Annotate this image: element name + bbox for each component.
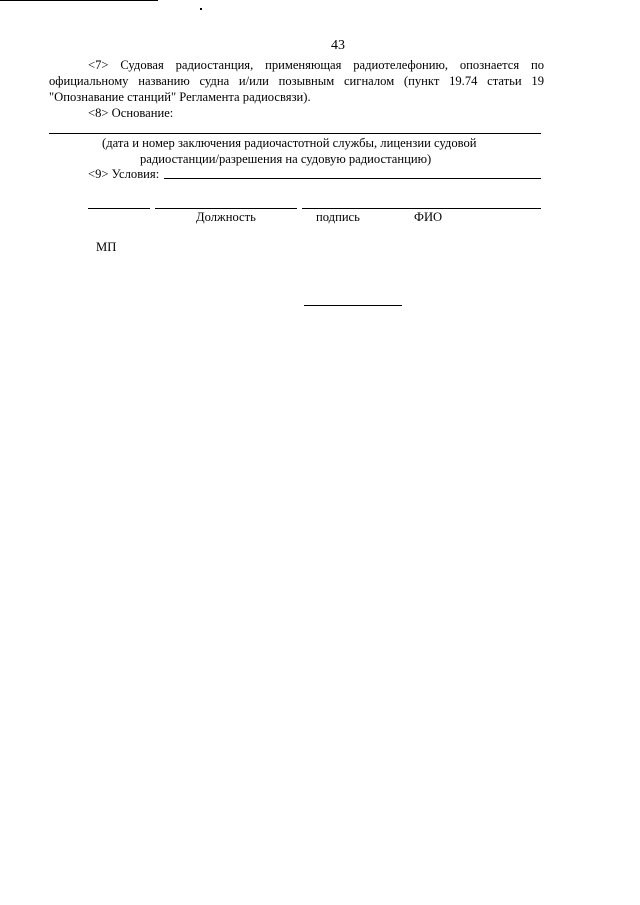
page-number: 43 <box>331 38 345 53</box>
position-caption: Должность <box>196 210 256 224</box>
basis-blank-line <box>49 133 541 134</box>
signature-caption: подпись <box>316 210 360 224</box>
name-caption: ФИО <box>414 210 443 224</box>
footnote-9-label: <9> Условия: <box>88 167 160 181</box>
scan-artifact-dot <box>200 8 202 10</box>
stamp-place-label: МП <box>96 240 117 254</box>
basis-caption-line-2: радиостанции/разрешения на судовую радиостанцию) <box>140 152 432 166</box>
position-blank-line <box>88 208 150 209</box>
basis-caption-line-1: (дата и номер заключения радиочастотной службы, лицензии судовой <box>102 136 477 150</box>
footnote-7: <7> Судовая радиостанция, применяющая радиотелефонию, опознается по официальному названию судна и/или позывным сигналом (пункт 19.74 статьи 19 "Опознавание станций" Регламента радиосвязи). <box>49 58 544 105</box>
closing-separator-line <box>304 305 402 306</box>
footnote-8-label: <8> Основание: <box>88 106 174 120</box>
conditions-blank-line <box>164 178 541 179</box>
scan-artifact-line <box>0 0 158 1</box>
